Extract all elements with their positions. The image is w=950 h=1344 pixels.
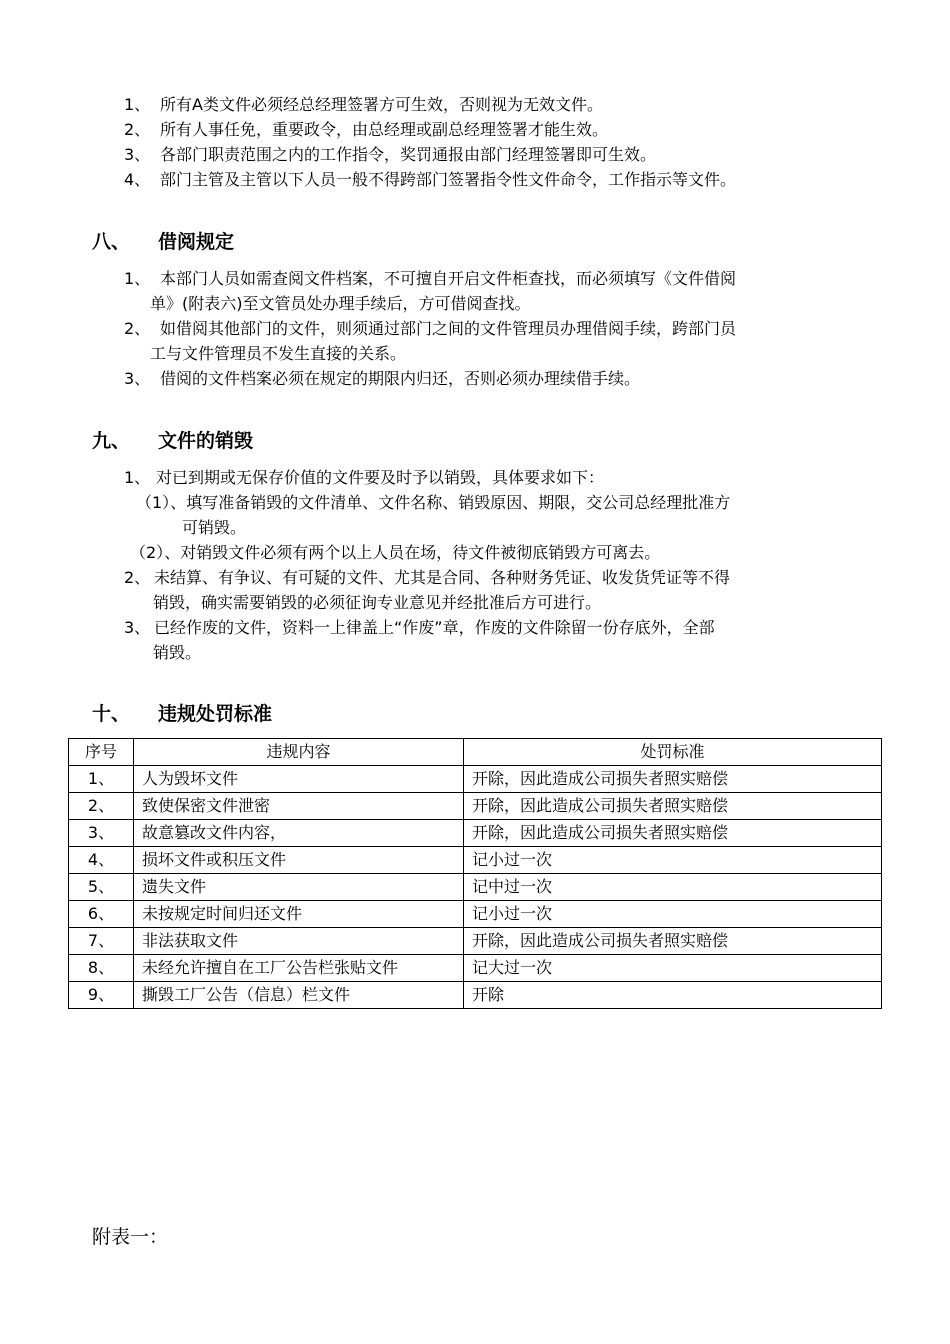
cell-seq: 2、 [69,793,134,820]
item-number: 3、 [124,145,151,164]
cell-seq: 3、 [69,820,134,847]
table-row [69,793,882,820]
cell-violation: 遗失文件 [134,874,464,901]
header-seq: 序号 [69,739,134,766]
cell-violation: 故意篡改文件内容， [134,820,464,847]
cell-penalty: 记大过一次 [464,955,882,982]
item-text: 单》(附表六)至文管员处办理手续后，方可借阅查找。 [150,294,531,313]
sub-number: （1） [136,493,171,512]
sec7-item-1 [124,92,603,117]
cell-seq: 6、 [69,901,134,928]
sec8-item-2 [124,316,736,341]
cell-seq: 7、 [69,928,134,955]
appendix-label: 附表一： [92,1226,169,1248]
item-text: 所有A类文件必须经总经理签署方可生效，否则视为无效文件。 [160,95,603,114]
item-text: 可销毁。 [182,518,247,537]
item-number: 1、 [124,269,151,288]
cell-violation: 未经允许擅自在工厂公告栏张贴文件 [134,955,464,982]
item-text: 对已到期或无保存价值的文件要及时予以销毁，具体要求如下： [156,468,605,487]
item-text: 销毁。 [153,643,202,662]
table-row [69,928,882,955]
section-number: 八、 [92,231,131,253]
table-row [69,955,882,982]
cell-violation: 致使保密文件泄密 [134,793,464,820]
item-text: 已经作废的文件，资料一上律盖上“作废”章，作废的文件除留一份存底外，全部 [154,618,715,637]
sec9-item-2-cont [153,590,601,615]
cell-penalty: 开除，因此造成公司损失者照实赔偿 [464,766,882,793]
penalty-table [68,738,882,1009]
section-number: 十、 [92,703,131,725]
sec9-sub-1-cont [182,515,246,540]
cell-seq: 8、 [69,955,134,982]
item-number: 2、 [124,319,151,338]
item-text: 本部门人员如需查阅文件档案，不可擅自开启文件柜查找，而必须填写《文件借阅 [160,269,737,288]
cell-penalty: 开除，因此造成公司损失者照实赔偿 [464,793,882,820]
table-row [69,820,882,847]
sec9-item-3-cont [153,640,201,665]
cell-seq: 9、 [69,982,134,1009]
item-number: 1、 [124,95,151,114]
item-text: 、对销毁文件必须有两个以上人员在场，待文件被彻底销毁方可离去。 [164,543,661,562]
sec8-item-2-cont [150,341,406,366]
cell-seq: 5、 [69,874,134,901]
sec7-item-2 [124,117,608,142]
item-text: 销毁，确实需要销毁的必须征询专业意见并经批准后方可进行。 [153,593,602,612]
sec8-item-1-cont [150,291,531,316]
item-text: 未结算、有争议、有可疑的文件、尤其是合同、各种财务凭证、收发货凭证等不得 [154,568,731,587]
section-number: 九、 [92,430,131,452]
item-number: 2、 [124,568,151,587]
section-title: 文件的销毁 [158,430,254,452]
section-title: 借阅规定 [158,231,235,253]
cell-violation: 非法获取文件 [134,928,464,955]
item-number: 4、 [124,170,151,189]
section-9-heading [92,428,253,454]
table-header-row [69,739,882,766]
sec7-item-4 [124,167,736,192]
item-text: 工与文件管理员不发生直接的关系。 [150,344,407,363]
cell-violation: 损坏文件或积压文件 [134,847,464,874]
table-row [69,847,882,874]
table-row [69,874,882,901]
item-text: 部门主管及主管以下人员一般不得跨部门签署指令性文件命令，工作指示等文件。 [160,170,737,189]
table-row [69,901,882,928]
sec8-item-1 [124,266,736,291]
section-title: 违规处罚标准 [158,703,273,725]
section-10-heading [92,701,272,727]
table-row [69,982,882,1009]
sec7-item-3 [124,142,656,167]
item-text: 所有人事任免，重要政令，由总经理或副总经理签署才能生效。 [160,120,609,139]
cell-penalty: 记中过一次 [464,874,882,901]
item-number: 3、 [124,369,151,388]
cell-penalty: 开除，因此造成公司损失者照实赔偿 [464,928,882,955]
sub-number: （2） [130,543,165,562]
cell-violation: 未按规定时间归还文件 [134,901,464,928]
item-text: 、填写准备销毁的文件清单、文件名称、销毁原因、期限，交公司总经理批准方 [170,493,731,512]
cell-penalty: 开除，因此造成公司损失者照实赔偿 [464,820,882,847]
item-text: 如借阅其他部门的文件，则须通过部门之间的文件管理员办理借阅手续，跨部门员 [160,319,737,338]
cell-violation: 人为毁坏文件 [134,766,464,793]
sec9-sub-1 [136,490,730,515]
item-text: 各部门职责范围之内的工作指令，奖罚通报由部门经理签署即可生效。 [160,145,657,164]
cell-seq: 4、 [69,847,134,874]
cell-penalty: 记小过一次 [464,901,882,928]
cell-seq: 1、 [69,766,134,793]
cell-penalty: 记小过一次 [464,847,882,874]
item-number: 1、 [124,468,151,487]
header-penalty: 处罚标准 [464,739,882,766]
section-8-heading [92,229,234,255]
sec9-sub-2 [130,540,660,565]
item-number: 2、 [124,120,151,139]
sec9-item-2 [124,565,730,590]
header-violation: 违规内容 [134,739,464,766]
cell-violation: 撕毁工厂公告（信息）栏文件 [134,982,464,1009]
item-text: 借阅的文件档案必须在规定的期限内归还，否则必须办理续借手续。 [160,369,641,388]
table-row [69,766,882,793]
sec9-item-1 [124,465,604,490]
sec8-item-3 [124,366,640,391]
sec9-item-3 [124,615,715,640]
item-number: 3、 [124,618,151,637]
cell-penalty: 开除 [464,982,882,1009]
